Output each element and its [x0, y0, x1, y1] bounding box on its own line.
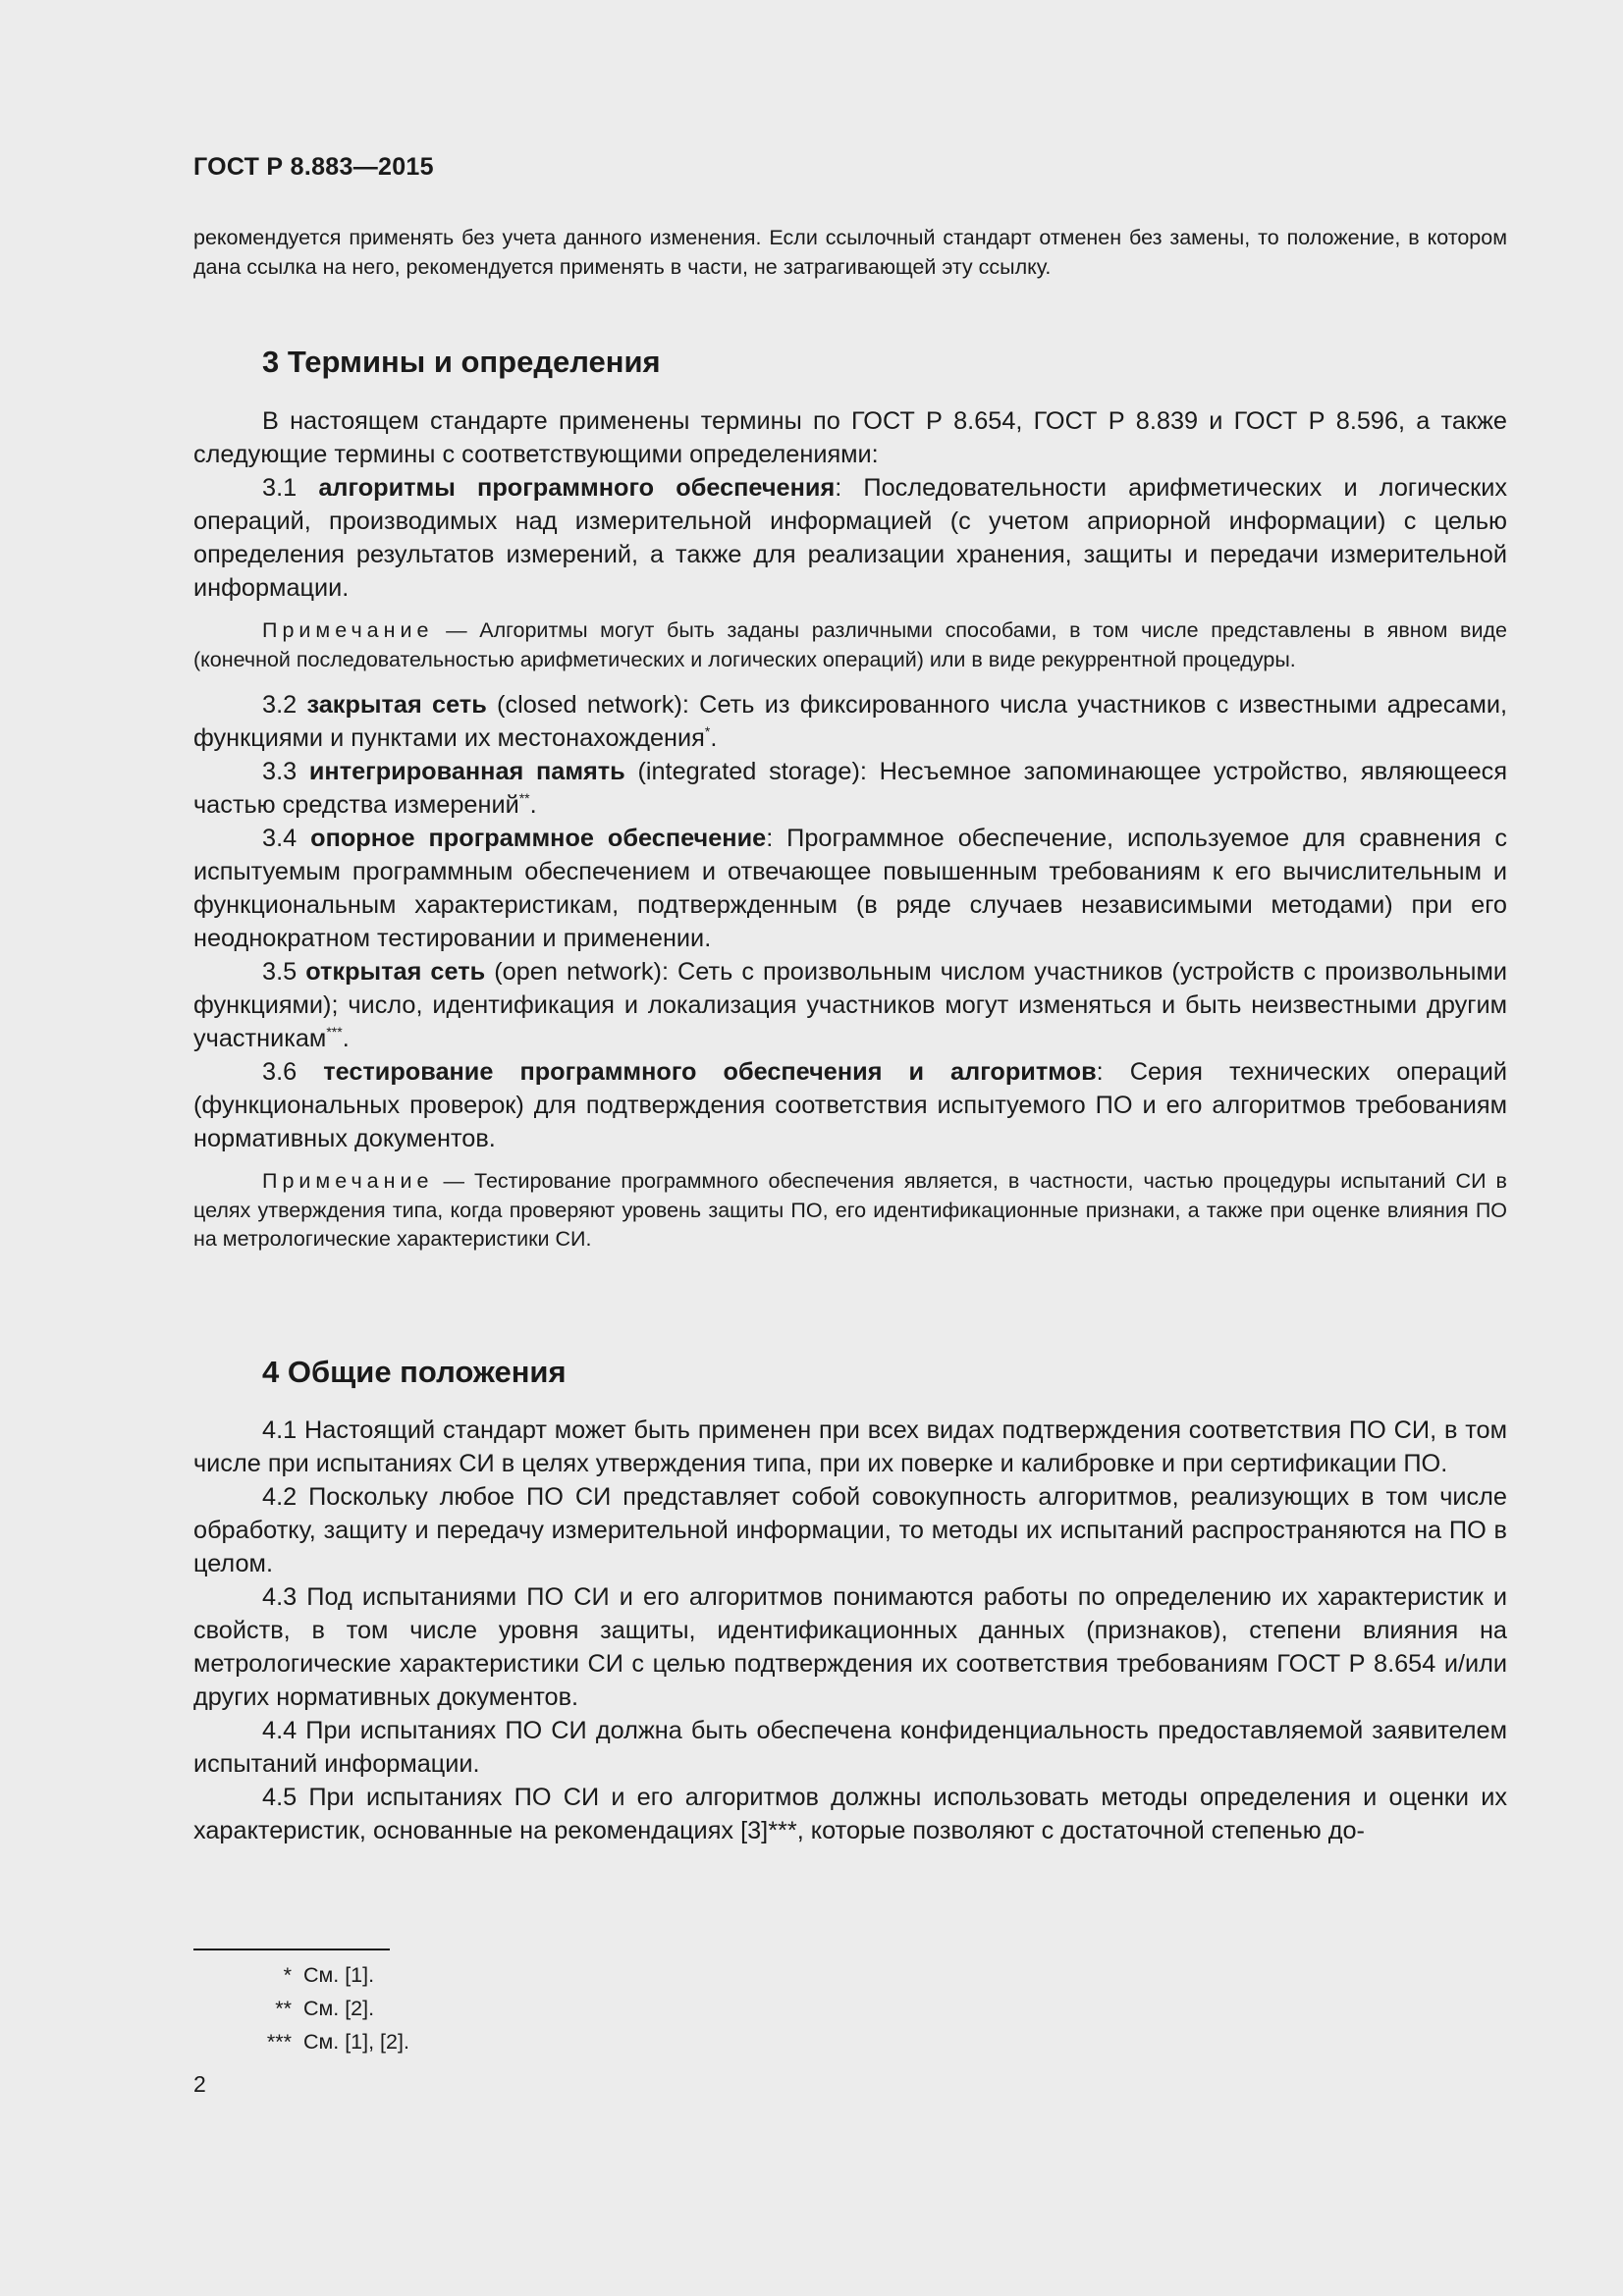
term-3-3: 3.3 интегрированная память (integrated storage): Несъемное запоминающее устройство, являющееся частью средства измерений**.: [193, 758, 1508, 819]
para-4-3: 4.3 Под испытаниями ПО СИ и его алгоритмов понимаются работы по определению их характеристик и свойств, в том числе уровня защиты, идентификационных данных (признаков), степени влияния на метрологические характеристики СИ с целью подтверждения их соответствия требованиям ГОСТ Р 8.654 и/или других нормативных документов.: [193, 1583, 1507, 1711]
note-1: Примечание — Алгоритмы могут быть заданы различными способами, в том числе представлены в явном виде (конечной последовательностью арифметических и логических операций) или в виде рекуррентной процедуры.: [193, 618, 1507, 671]
section-3-title: 3 Термины и определения: [262, 345, 661, 379]
para-4-4: 4.4 При испытаниях ПО СИ должна быть обеспечена конфиденциальность предоставляемой заявителем испытаний информации.: [193, 1717, 1507, 1778]
note-2: Примечание — Тестирование программного обеспечения является, в частности, частью процедуры испытаний СИ в целях утверждения типа, когда проверяют уровень защиты ПО, его идентификационные признаки, а также при оценке влияния ПО на метрологические характеристики СИ.: [193, 1169, 1507, 1251]
footnote-divider: [193, 1949, 390, 1950]
term-3-4: 3.4 опорное программное обеспечение: Программное обеспечение, используемое для сравнения с испытуемым программным обеспечением и отвечающее повышенным требованиям к его вычислительным и функциональным характеристикам, подтвержденным (в ряде случаев независимыми методами) при его неоднократном тестировании и применении.: [193, 825, 1507, 952]
footnote-ref-3: ***: [326, 1024, 343, 1040]
footnotes: [193, 1958, 409, 2058]
footnote-ref-2: **: [518, 790, 530, 806]
para-4-2: 4.2 Поскольку любое ПО СИ представляет собой совокупность алгоритмов, реализующих в том числе обработку, защиту и передачу измерительной информации, то методы их испытаний распространяются на ПО в целом.: [193, 1483, 1507, 1577]
section-4: [193, 1353, 1507, 1392]
footnote: * См. [1].: [283, 1963, 375, 1987]
section-3-lead: В настоящем стандарте применены термины по ГОСТ Р 8.654, ГОСТ Р 8.839 и ГОСТ Р 8.596, а также следующие термины с соответствующими определениями:: [193, 407, 1507, 468]
para-4-5: 4.5 При испытаниях ПО СИ и его алгоритмов должны использовать методы определения и оценки их характеристик, основанные на рекомендациях [3]***, которые позволяют с достаточной степенью до-: [193, 1784, 1507, 1844]
para-4-1: 4.1 Настоящий стандарт может быть применен при всех видах подтверждения соответствия ПО СИ, в том числе при испытаниях СИ в целях утверждения типа, при их поверке и калибровке и при сертификации ПО.: [193, 1416, 1507, 1477]
term-3-1: 3.1 алгоритмы программного обеспечения: Последовательности арифметических и логических операций, производимых над измерительной информацией (с учетом априорной информации) с целью определения результатов измерений, а также для реализации хранения, защиты и передачи измерительной информации.: [193, 474, 1508, 602]
term-3-5: 3.5 открытая сеть (open network): Сеть с произвольным числом участников (устройств с произвольными функциями); число, идентификация и локализация участников могут изменяться и быть неизвестными другим участникам***.: [193, 958, 1507, 1052]
intro-paragraph: [193, 224, 1507, 282]
term-3-1-name: алгоритмы программного обеспечения: [318, 474, 836, 502]
section-4-title: 4 Общие положения: [262, 1355, 567, 1389]
intro-text: рекомендуется применять без учета данного изменения. Если ссылочный стандарт отменен без замены, то положение, в котором дана ссылка на него, рекомендуется применять в части, не затрагивающей эту ссылку.: [193, 226, 1507, 279]
footnote: *** См. [1], [2].: [266, 2030, 409, 2054]
footnote-ref-1: *: [704, 723, 711, 739]
term-3-6: 3.6 тестирование программного обеспечения и алгоритмов: Серия технических операций (функциональных проверок) для подтверждения соответствия испытуемого ПО и его алгоритмов требованиям нормативных документов.: [193, 1058, 1507, 1152]
document-header: ГОСТ Р 8.883—2015: [193, 153, 434, 181]
section-3: [193, 343, 1507, 382]
footnote: ** См. [2].: [275, 1997, 375, 2020]
section-4-content: [193, 1414, 1507, 1847]
page-number: 2: [193, 2071, 206, 2097]
section-3-content: [193, 404, 1507, 1255]
term-3-2: 3.2 закрытая сеть (closed network): Сеть из фиксированного числа участников с известными адресами, функциями и пунктами их местонахождения*.: [193, 691, 1507, 752]
